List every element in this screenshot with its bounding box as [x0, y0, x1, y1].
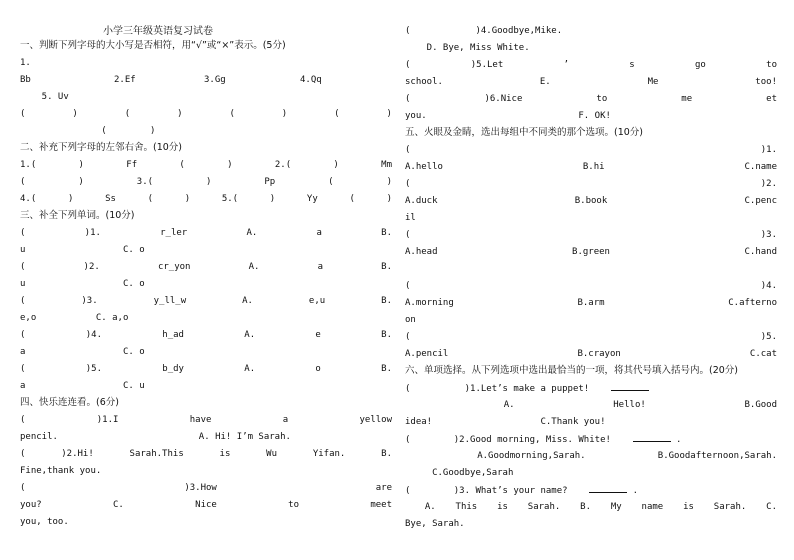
- text-line: ( )5. b_dy A. o B.: [20, 364, 392, 374]
- text-span: u C. o: [20, 279, 145, 289]
- text-line: [405, 109, 777, 123]
- answer-row: [20, 73, 392, 87]
- row-cell: ): [72, 109, 78, 119]
- text-span: a C. o: [20, 347, 145, 357]
- text-span: a C. u: [20, 381, 145, 391]
- text-line: [405, 381, 777, 395]
- text-line: [405, 466, 777, 480]
- text-span: D. Bye, Miss White.: [405, 43, 530, 53]
- text-line: ( )6.Nice to me et: [405, 94, 777, 104]
- text-line: [405, 262, 777, 276]
- row-cell: 4.Qq: [300, 75, 322, 85]
- row-cell: (: [20, 109, 26, 119]
- text-line: ( )2.: [405, 179, 777, 189]
- text-line: ( )4. h_ad A. e B.: [20, 330, 392, 340]
- text-span: u C. o: [20, 245, 145, 255]
- text-span: 1.: [20, 58, 31, 68]
- text-line: A.morning B.arm C.afterno: [405, 298, 777, 308]
- text-line: [405, 211, 777, 225]
- text-line: [405, 483, 777, 497]
- text-line: [20, 447, 392, 461]
- text-line: [20, 277, 392, 291]
- text-line: [405, 24, 777, 38]
- text-span: ( )3. What’s your name?: [405, 486, 590, 496]
- row-cell: 3.Gg: [204, 75, 226, 85]
- row-cell: (: [229, 109, 235, 119]
- text-span: ( )4.Goodbye,Mike.: [405, 26, 563, 36]
- row-cell: ): [386, 109, 392, 119]
- text-line: A.Goodmorning,Sarah. B.Goodafternoon,Sarah.: [405, 451, 778, 461]
- text-span: ( ): [20, 126, 156, 136]
- text-line: ( )3. y_ll_w A. e,u B.: [20, 296, 392, 306]
- text-line: A.pencil B.crayon C.cat: [405, 349, 777, 359]
- text-span: .: [670, 435, 682, 445]
- row-cell: (: [334, 109, 340, 119]
- section-heading: 二、补充下列字母的左邻右舍。(10分): [20, 142, 183, 153]
- text-line: ( )5.Let ’ s go to: [405, 60, 777, 70]
- text-span: il: [405, 213, 416, 223]
- text-span: you. F. OK!: [405, 111, 611, 121]
- section-heading: 一、判断下列字母的大小写是否相符，用“√”或“×”表示。(5分): [20, 40, 286, 51]
- answer-blank[interactable]: [589, 483, 627, 493]
- text-line: [20, 430, 392, 444]
- section-heading: 五、火眼及金睛，选出每组中不同类的那个选项。(10分): [405, 127, 644, 138]
- text-line: [405, 517, 777, 531]
- text-line: [20, 243, 392, 257]
- text-line: ( )2. cr_yon A. a B.: [20, 262, 392, 272]
- text-line: ( )1.: [405, 145, 777, 155]
- exam-title: 小学三年级英语复习试卷: [103, 26, 213, 37]
- text-span: ( )2.Good morning, Miss. White!: [405, 435, 633, 445]
- text-line: A.duck B.book C.penc: [405, 196, 777, 206]
- text-span: on: [405, 315, 416, 325]
- text-line: A.hello B.hi C.name: [405, 162, 777, 172]
- text-span: C.Goodbye,Sarah: [405, 468, 514, 478]
- text-span: ( )2.Hi! Sarah.This is Wu Yifan. B.: [20, 449, 392, 459]
- row-cell: (: [124, 109, 131, 119]
- text-line: [20, 124, 392, 138]
- answer-blank[interactable]: [633, 432, 671, 442]
- text-span: you, too.: [20, 517, 69, 527]
- text-line: [405, 41, 777, 55]
- row-cell: 2.Ef: [114, 75, 136, 85]
- text-line: [20, 90, 392, 104]
- section-heading: 三、补全下列单词。(10分): [20, 210, 135, 221]
- text-line: A. This is Sarah. B. My name is Sarah. C.: [405, 502, 777, 512]
- answer-blank[interactable]: [611, 381, 649, 391]
- text-span: idea! C.Thank you!: [405, 417, 606, 427]
- text-line: school. E. Me too!: [405, 77, 777, 87]
- text-line: 4.( ) Ss ( ) 5.( ) Yy ( ): [20, 194, 392, 204]
- text-line: ( )1. r_ler A. a B.: [20, 228, 392, 238]
- text-line: ( )3.How are: [20, 483, 392, 493]
- section-heading: 六、单项选择。从下列选项中选出最恰当的一项，将其代号填入括号内。(20分): [405, 365, 739, 376]
- text-line: you? C. Nice to meet: [20, 500, 392, 510]
- text-line: 1.( ) Ff ( ) 2.( ) Mm: [20, 160, 392, 170]
- text-line: [20, 56, 392, 70]
- row-cell: ): [281, 109, 288, 119]
- text-line: A.head B.green C.hand: [405, 247, 777, 257]
- text-line: [20, 515, 392, 529]
- row-cell: ): [177, 109, 183, 119]
- text-line: ( ) 3.( ) Pp ( ): [20, 177, 392, 187]
- text-span: ( )1.Let’s make a puppet!: [405, 384, 611, 394]
- row-cell: Bb: [20, 75, 31, 85]
- text-line: ( )3.: [405, 230, 777, 240]
- text-line: [20, 464, 392, 478]
- text-line: ( )1.I have a yellow: [20, 415, 392, 425]
- text-line: [20, 345, 392, 359]
- text-line: ( )5.: [405, 332, 777, 342]
- text-line: [405, 415, 777, 429]
- text-line: [405, 432, 777, 446]
- text-span: pencil. A. Hi! I’m Sarah.: [20, 432, 291, 442]
- text-line: ( )4.: [405, 281, 777, 291]
- text-line: [405, 313, 777, 327]
- text-span: Bye, Sarah.: [405, 519, 465, 529]
- text-span: e,o C. a,o: [20, 313, 129, 323]
- section-heading: 四、快乐连连看。(6分): [20, 397, 119, 408]
- text-span: Fine,thank you.: [20, 466, 102, 476]
- answer-row: [20, 107, 392, 121]
- text-span: 5. Uv: [20, 92, 69, 102]
- text-line: [20, 379, 392, 393]
- text-line: [20, 311, 392, 325]
- text-span: .: [627, 486, 639, 496]
- text-line: A. Hello! B.Good: [405, 400, 777, 410]
